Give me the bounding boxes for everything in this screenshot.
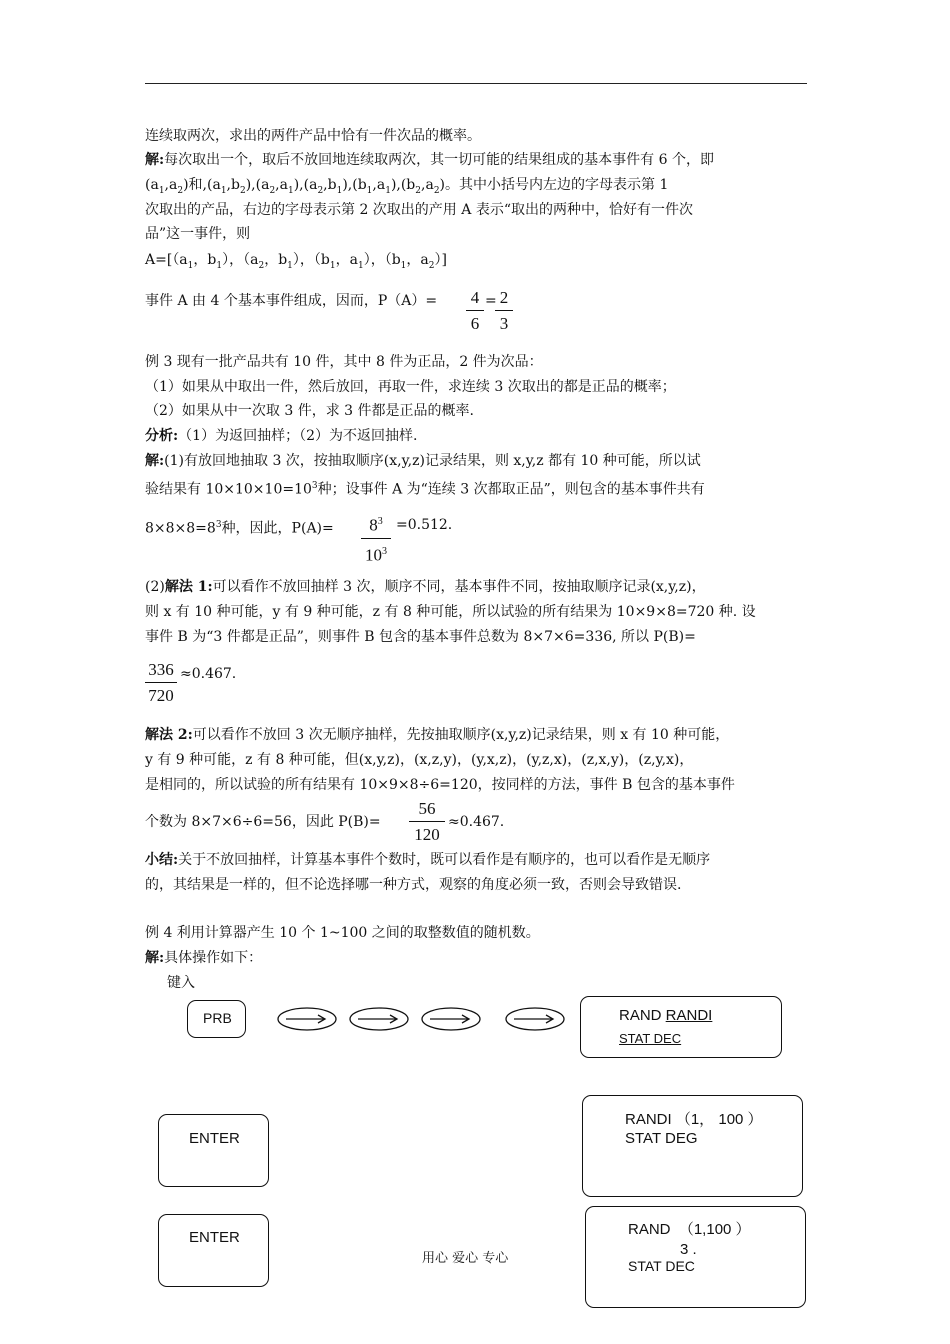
outcome-list-line: $(a_1,a_2)$和$,(a_1,b_2),(a_2,a_1),(a_2,b_1),(b_1,a_1),(b_2,a_2)$。其中小括号内左边的字母表示第 1 <box>145 177 669 196</box>
fraction-2-3: $\frac{2}{3}$ <box>495 286 513 337</box>
example-4-title: 例 4 利用计算器产生 10 个 1~100 之间的取整数值的随机数。 <box>145 925 540 941</box>
key-in-label: 键入 <box>167 975 195 991</box>
solution-text: 每次取出一个，取后不放回地连续取两次，其一切可能的结果组成的基本事件有 6 个，即 <box>164 152 714 168</box>
summary-line: 小结:关于不放回抽样，计算基本事件个数时，既可以看作是有顺序的，也可以看作是无顺序 <box>145 852 711 868</box>
equals-sign: = <box>485 293 497 309</box>
fraction-56-120: $\frac{56}{120}$ <box>409 797 445 848</box>
solution-2-line-2: 则 x 有 10 种可能，y 有 9 种可能，z 有 8 种可能，所以试验的所有结果为 10×9×8=720 种. 设 <box>145 604 756 620</box>
summary-line-2: 的，其结果是一样的，但不论选择哪一种方式，观察的角度必须一致，否则会导致错误. <box>145 877 682 893</box>
right-arrow-key-icon <box>420 1006 482 1032</box>
fraction-4-6: $\frac{4}{6}$ <box>466 286 484 337</box>
example-3-question-2: （2）如果从中一次取 3 件，求 3 件都是正品的概率. <box>145 403 474 419</box>
example-3-title: 例 3 现有一批产品共有 10 件，其中 8 件为正品，2 件为次品： <box>145 354 543 370</box>
event-set-line: $A=[(a_1$，$b_1$），（$a_2$，$b_1$），（$b_1$，$a_1$），（$b_1$，$a_2$）] <box>145 252 447 271</box>
solution-2-line-3: 事件 B 为“3 件都是正品”，则事件 B 包含的基本事件总数为 8×7×6=336, 所以 P(B)= <box>145 629 696 645</box>
solution-text-cont: 品”这一事件，则 <box>145 226 251 242</box>
solution-1-line: 解:(1)有放回地抽取 3 次，按抽取顺序(x,y,z)记录结果，则 x,y,z 都有 10 种可能，所以试 <box>145 453 701 469</box>
solution-1-line-3: $8\times 8\times 8=8^3$种，因此，P(A)= <box>145 520 334 537</box>
calculator-display-1: RAND RANDI STAT DEC <box>580 996 782 1058</box>
solution-1-line-2: 验结果有 $10\times 10\times 10=10^3$种；设事件 A 为“连续 3 次都取正品”，则包含的基本事件共有 <box>145 481 705 498</box>
solution-3-line-2: y 有 9 种可能，z 有 8 种可能，但(x,y,z)，(x,z,y)，(y,x,z)，(y,z,x)，(z,x,y)，(z,y,x)， <box>145 752 694 768</box>
solution-3-line: 解法 2:可以看作不放回 3 次无顺序抽样，先按抽取顺序(x,y,z)记录结果，则 x 有 10 种可能， <box>145 727 730 743</box>
solution-3-line-3: 是相同的，所以试验的所有结果有 10×9×8÷6=120，按同样的方法，事件 B 包含的基本事件 <box>145 777 735 793</box>
solution-2-line: (2)解法 1:可以看作不放回抽样 3 次，顺序不同，基本事件不同，按抽取顺序记录(x,y,z)， <box>145 579 706 595</box>
right-arrow-key-icon <box>348 1006 410 1032</box>
right-arrow-key-icon <box>504 1006 566 1032</box>
problem-text: 连续取两次，求出的两件产品中恰有一件次品的概率。 <box>145 128 481 144</box>
enter-key: ENTER <box>158 1214 269 1287</box>
example-4-solution: 解:具体操作如下： <box>145 950 263 966</box>
result-0512: =0.512. <box>396 517 453 533</box>
approx-0467-b: ≈0.467. <box>448 814 505 830</box>
page-footer: 用心 爱心 专心 <box>422 1251 509 1266</box>
example-3-question-1: （1）如果从中取出一件，然后放回，再取一件，求连续 3 次取出的都是正品的概率； <box>145 379 676 395</box>
header-rule <box>145 83 807 84</box>
analysis-line: 分析:（1）为返回抽样；（2）为不返回抽样. <box>145 428 418 444</box>
fraction-8cubed-10cubed: $\frac{8^3}{10^3}$ <box>361 510 391 568</box>
approx-0467: ≈0.467. <box>180 666 237 682</box>
prb-key: PRB <box>187 1000 246 1038</box>
solution-line <box>145 151 714 169</box>
probability-line: 事件 A 由 4 个基本事件组成，因而，P（A）= <box>145 293 438 309</box>
right-arrow-key-icon <box>276 1006 338 1032</box>
calculator-display-2: RANDI （1， 100 ） STAT DEG <box>582 1095 803 1197</box>
fraction-336-720: $\frac{336}{720}$ <box>145 658 177 709</box>
solution-3-line-4: 个数为 8×7×6÷6=56，因此 P(B)= <box>145 814 381 830</box>
enter-key: ENTER <box>158 1114 269 1187</box>
solution-text-cont: 次取出的产品，右边的字母表示第 2 次取出的产用 A 表示“取出的两种中，恰好有一件次 <box>145 202 693 218</box>
solution-label: 解: <box>145 152 165 168</box>
calculator-display-3: RAND （1,100 ） 3 . STAT DEC <box>585 1206 806 1308</box>
